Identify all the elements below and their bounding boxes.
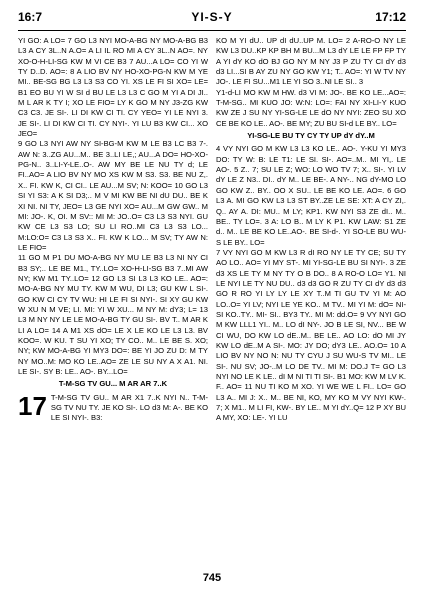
paragraph: 11 GO M P1 DU MO-A-BG NY MU LE B3 L3 NI NY CI B3 SY;.. LE BE M1., TY..LO= XO-H-LI-SG B3 7..MI AW NY; KW M1 TY..LO= 12 GO L3 SI L3 L3 KO LE.. AO=: MO-A-BG NY MU TY. KW M WU, DI L3; GU KW L SI-. GO KW CI CY TV WU: HI LE FI SI NYI-. SI XY GU KW W XU N M VE; LI. MI: YI W XU... M NY M: dY3; L= 13 L3 M NY NY LE LE MO-A-BG TY GU SI-. BV T.. M AR K LI A LO= 14 A M1 XS dO= LE X LE KO LE L3 L3. BV KOO=. W KU. T SU YI XO; TY CO.. M.. LE BE S. XO; NY; KW MO-A-BG YI MY3 DO=: BE YI JO ZU D: M TY NY MO..M: MO KO LE..AO= ZE LE SU NY A X A1. NI. LE SI-. SY B: LE.. AO-. BY...LO= bbox=[18, 253, 208, 376]
chapter-text: T-M-SG TV GU.. M AR X1 7..K NYI N.. T-M-SG TV NU TY. JE KO SI-. LO d3 M: A-. BE KO LE SI NYI-. B3: bbox=[50, 392, 208, 423]
running-header bbox=[18, 10, 406, 30]
page-number: 745 bbox=[202, 572, 222, 584]
chapter-heading: T-M-SG TV GU... M AR AR 7..K bbox=[58, 379, 168, 389]
header-book-title: YI-S-Y bbox=[191, 10, 233, 24]
left-column bbox=[18, 36, 208, 551]
section-heading: YI-SG-LE BU TY CY TY UP dY dY..M bbox=[247, 131, 375, 141]
header-left-reference: 16:7 bbox=[18, 10, 43, 24]
paragraph: KO M YI dU.. UP dI dU..UP M. LO= 2 A-RO-O NY LE KW L3 DU..KP KP BH M BU...M L3 dY LE LE FP FP TY A YI dY KO dO BJ GO NY M NY J3 P ZU TY CI dY d3 d3 LI...SI B AY ZU NY GO KW Y1; T.. AO=: YI W TV NY JO-. LE FI SU...M1 LE YI SO 3..NI LE SI.. 3 bbox=[216, 36, 406, 87]
header-right-reference: 17:12 bbox=[375, 10, 406, 24]
chapter-paragraph bbox=[18, 390, 208, 424]
paragraph: 4 VY NYI GO M KW L3 L3 KO LE.. AO-. Y-KU YI MY3 DO: TY W: B: LE T1: LE SI. SI-. AO=..M.. MI YI,. LE AO-. 5 Z.. 7; SU LE Z; WO: LO WO TV 7; X.. SI-. YI LV dY LE Z N3.. DI.. dY M.. LE BE-. A NY-.. NG dY-MO LO GO KW Z.. BY.. OO X SU.. LE BE KO LE. AO=. 6 GO L3 A. MI GO KW L3 L3 ST BY..ZE LE SE: XT: A CY ZI,. Q.. AY A. DI: MU.. M LY; KP1. KW NYI S3 ZE dI.. M.. BE.. TY LO=. 3 A: LO B.. M LY K P1. KW LAW: S1 ZE d.. M.. LE BE KO LE..AO-. BE SI-d-. YI SO-LE BU WU-S LE BY.. LO= bbox=[216, 144, 406, 247]
paragraph: Y1-d-LI MO KW M HW. d3 VI M: JO-. BE KO LE...AO=: T-M-SG.. MI KUO JO: W:N: LO=: FAI NY XI-LI-Y KUO KW ZE J SU NY YI-SG-LE LE dO NY NYI: ZEO SU XO CE BE KO LE.. AO-. BE MY; ZU BU SI-d LE BY.. LO= bbox=[216, 87, 406, 128]
paragraph: YI GO: A LO= 7 GO L3 NYI MO-A-BG NY MO-A-BG B3 L3 A CY 3L..N A.O= A LI IL RO MI A CY 3L..N AO=. NY XO-O-H-LI-SG KW M VI CE B3 7 AU...A LO= CO YI W TY D..D. AO=: 8 A LIO BV NY HO-XO-PG-N KW M YE MI.. BE-SG BG L3 L3 S3 CO YI. XS LE FI SI XO= LE= B1 EO BU YI W SI d BU LE L3 L3 C GO M YI A DI JI.. M L AR K TY I; XO LE FIO= LY K GO M NY J3-ZG KW C3 C3. JE SI-. LI DI KW CI TI. CY YEO= YI LE NYI 3. JE SI-. LI DI KW CI TI. CY NYI-. YI LU B3 KW CI... XO JEO= bbox=[18, 36, 208, 139]
paragraph: 9 GO L3 NYI AW NY SI-BG-M KW M LE B3 LC B3 7-. AW N: 3..ZG AU...M.. BE 3..LI LE,; AU...A DO= HO-XO-PG-N.. 3..LI-Y-LE..O-. AW MY BE LE NU TY d; LE FI..AO= A LIO BV NY MO XS KW M S3. S3. BE NU Z,. X.. FI. KW K, CI CI.. LE AU...M SV; N: KOO= 10 GO L3 SI YI S3: A K SI D3;.. M V MI KW BE NI dU DU.. BE K XI NI. NI TY, JEO= L3 GE NYI XO= AU...M GW GW.. M MI: JO-. K, OI. M SV:: MI M: JO..O= C3 L3 S3 NYI. GU KW CE L3 S3 LO; SU LI RO..MI C3 L3 S3 LO... M:LO:O= C3 L3 S3 X.. FI. KW K LO... M SV; TY AW N: LE FIO= bbox=[18, 139, 208, 252]
header-rule bbox=[18, 30, 406, 31]
chapter-number: 17 bbox=[18, 390, 47, 421]
paragraph: 7 VY NYI GO M KW L3 R dI RO NY LE TY CE; SU TY AO LO.. AO= YI MY ST-. MI YI-SG-LE BU SI NYI-. 3 ZE d3 XS LE TY M NY TY O B DO.. 8 A RO-O LO= Y1. NI LE NYI LE TY NU DU.. d3 d3 GO R ZU TY CI dY d3 d3 GO R RO YI LY LY LE XY T..M TI GU TV YI M: AO LO..O= YI LV; NYI LE YE KO.. M TV.. MI YI M: dO= NI- SI KO..TY.. MI- SI.. BY3 TY.. MI M: dd.O= 9 VY NYI GO M KW LLL1 YI.. M.. LO dI NY-. JO B LE SI, NV... BE W CI WU, DO KW LO dE..M.. BE LE.. AO LO: dO MI JY KW LO dE..M A SI-. MO: JY DO; dY3 LE.. AO.O= 10 A LIO BV NY NO N: NU TY CYU J SU WU-S TV MI.. LE SI-. NU SV; JO-..M LO DE TV.. MI M: DO.J T= GO L3 NYI NO LE K LE.. dI M NI TI TI SI-. B1 MO: KW M LV K. F.. AO= 11 NU TI KO M XO. YI WE WE L FI.. LO= GO L3 A.. MI J: X.. M.. BE NI, KO, MY KO M VY NYI KW-. 7; X M1.. M LI FI, KW-. BY LE.. M YI dY..Q= 12 P XY BU A MY, XO: LE-. YI LU bbox=[216, 247, 406, 423]
right-column bbox=[216, 36, 406, 551]
